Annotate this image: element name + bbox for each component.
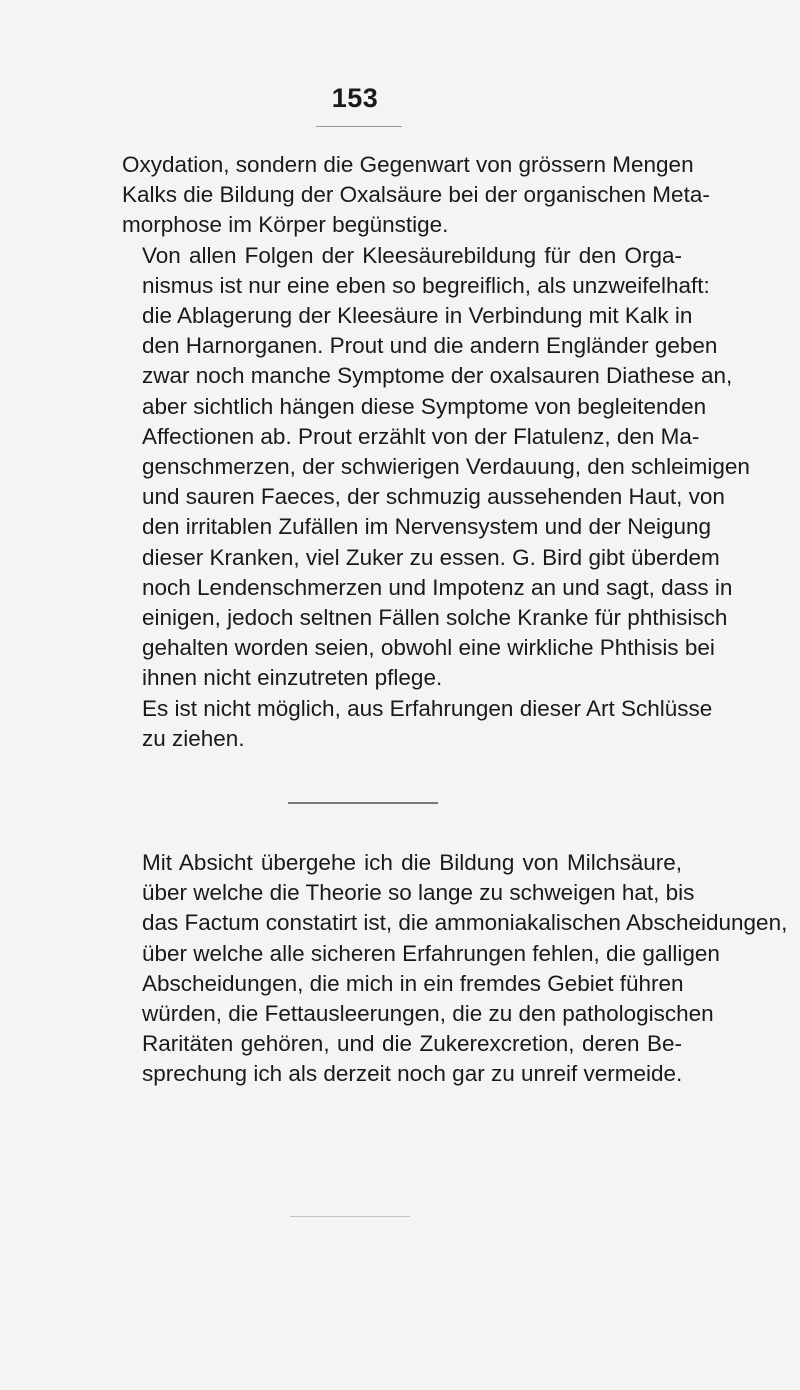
section-divider — [288, 802, 438, 804]
text-line: gehalten worden seien, obwohl eine wirkliche Phthisis bei — [142, 635, 715, 661]
section-2-text — [122, 848, 788, 1090]
text-line: Mit Absicht übergehe ich die Bildung von Milchsäure, — [142, 850, 682, 875]
text-line: über welche die Theorie so lange zu schweigen hat, bis — [142, 880, 695, 906]
text-line: die Ablagerung der Kleesäure in Verbindung mit Kalk in — [142, 303, 693, 329]
text-line: dieser Kranken, viel Zuker zu essen. G. Bird gibt überdem — [142, 544, 720, 570]
paragraph — [122, 150, 710, 241]
text-line: Affectionen ab. Prout erzählt von der Flatulenz, den Ma- — [142, 423, 700, 449]
text-line: ihnen nicht einzutreten pflege. — [142, 665, 443, 691]
text-line: und sauren Faeces, der schmuzig aussehenden Haut, von — [142, 484, 725, 510]
text-line: noch Lendenschmerzen und Impotenz an und sagt, dass in — [142, 574, 733, 600]
text-line: den Harnorganen. Prout und die andern Engländer geben — [142, 333, 718, 359]
text-line: aber sichtlich hängen diese Symptome von begleitenden — [142, 393, 707, 419]
text-line: das Factum constatirt ist, die ammoniakalischen Abscheidungen, — [142, 910, 788, 936]
text-line: Raritäten gehören, und die Zukerexcretion, deren Be- — [142, 1031, 682, 1057]
text-line: Oxydation, sondern die Gegenwart von grössern Mengen — [122, 152, 694, 177]
paragraph — [122, 848, 788, 1090]
text-line: zwar noch manche Symptome der oxalsauren Diathese an, — [142, 363, 733, 389]
page-number: 153 — [331, 83, 379, 113]
text-line: zu ziehen. — [142, 725, 245, 751]
paragraph — [122, 241, 750, 694]
paragraph — [122, 694, 713, 754]
text-line: Es ist nicht möglich, aus Erfahrungen dieser Art Schlüsse — [142, 695, 713, 721]
text-line: sprechung ich als derzeit noch gar zu unreif vermeide. — [142, 1061, 683, 1087]
text-line: Von allen Folgen der Kleesäurebildung für den Orga- — [142, 242, 682, 268]
text-line: Kalks die Bildung der Oxalsäure bei der organischen Meta- — [122, 182, 710, 208]
text-line: einigen, jedoch seltnen Fällen solche Kranke für phthisisch — [142, 605, 728, 631]
section-1-text — [122, 150, 750, 754]
text-line: würden, die Fettausleerungen, die zu den pathologischen — [142, 1001, 714, 1027]
text-line: genschmerzen, der schwierigen Verdauung, den schleimigen — [142, 454, 750, 480]
text-line: über welche alle sicheren Erfahrungen fehlen, die galligen — [142, 940, 720, 966]
text-line: den irritablen Zufällen im Nervensystem und der Neigung — [142, 514, 712, 540]
footer-rule — [290, 1216, 410, 1217]
text-line: nismus ist nur eine eben so begreiflich, als unzweifelhaft: — [142, 272, 710, 298]
text-line: Abscheidungen, die mich in ein fremdes Gebiet führen — [142, 970, 684, 996]
header-rule — [316, 126, 402, 127]
text-line: morphose im Körper begünstige. — [122, 212, 449, 238]
